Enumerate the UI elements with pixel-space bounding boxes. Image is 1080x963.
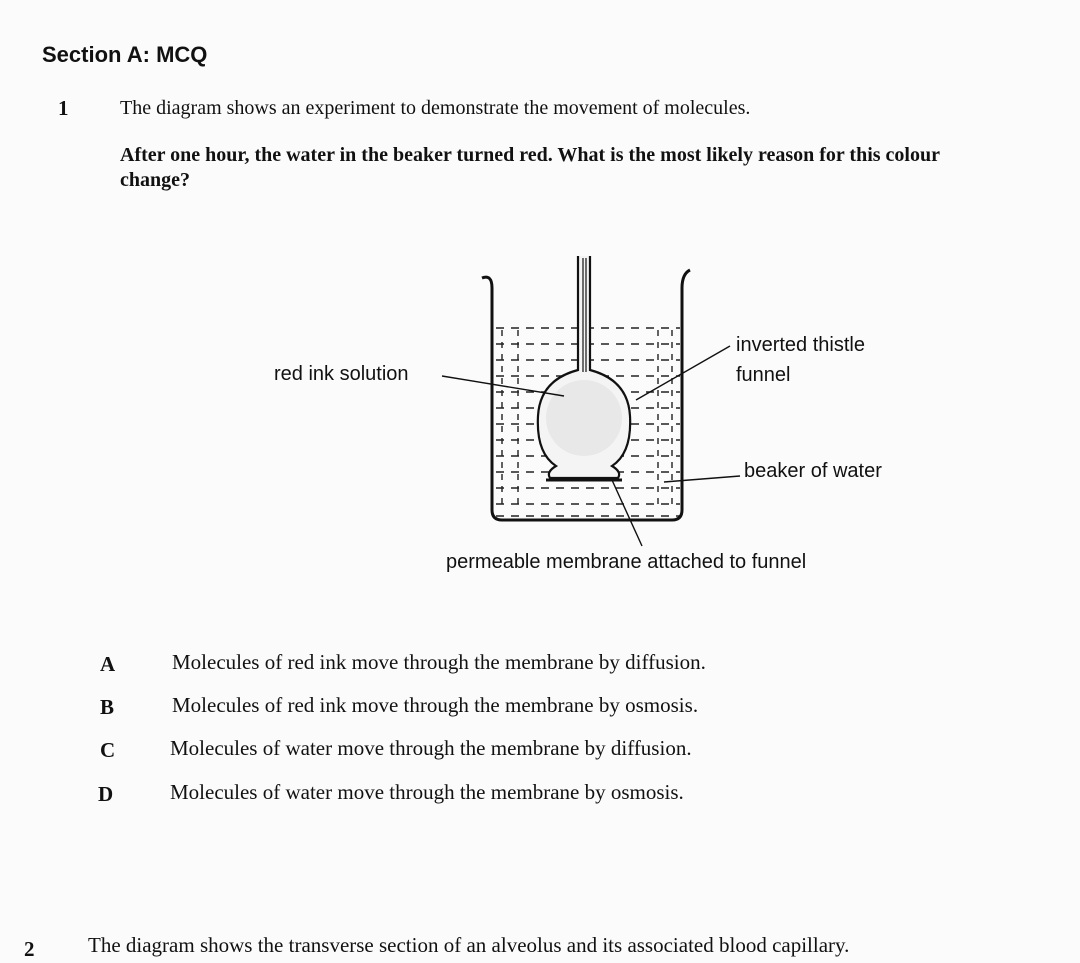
label-permeable-membrane: permeable membrane attached to funnel bbox=[446, 551, 807, 573]
pointer-membrane bbox=[612, 480, 642, 546]
label-thistle-funnel-line2: funnel bbox=[736, 364, 791, 386]
option-c-letter: C bbox=[100, 738, 116, 762]
option-b-letter: B bbox=[100, 695, 115, 719]
question-1-intro: The diagram shows an experiment to demonstrate the movement of molecules. bbox=[120, 97, 751, 119]
thistle-funnel-beaker-illustration bbox=[260, 248, 920, 588]
label-beaker-of-water: beaker of water bbox=[744, 460, 882, 482]
red-ink-fill bbox=[546, 380, 622, 456]
pointer-beaker bbox=[664, 476, 740, 482]
option-c-text: Molecules of water move through the membrane by diffusion. bbox=[170, 736, 692, 760]
question-1-prompt-line2: change? bbox=[120, 169, 190, 191]
question-1-prompt-line1: After one hour, the water in the beaker turned red. What is the most likely reason for this colour bbox=[120, 144, 940, 166]
option-d-letter: D bbox=[98, 782, 114, 806]
option-d-text: Molecules of water move through the membrane by osmosis. bbox=[170, 780, 684, 804]
option-b-text: Molecules of red ink move through the membrane by osmosis. bbox=[172, 693, 699, 717]
pointer-red-ink bbox=[442, 376, 564, 396]
section-title: Section A: MCQ bbox=[42, 42, 208, 67]
option-a-text: Molecules of red ink move through the membrane by diffusion. bbox=[172, 650, 706, 674]
option-a-letter: A bbox=[100, 652, 116, 676]
question-1-number: 1 bbox=[58, 96, 69, 120]
label-red-ink-solution: red ink solution bbox=[274, 363, 409, 385]
question-2-intro: The diagram shows the transverse section of an alveolus and its associated blood capillary. bbox=[88, 933, 850, 957]
label-thistle-funnel-line1: inverted thistle bbox=[736, 334, 865, 356]
question-2-number: 2 bbox=[24, 937, 35, 961]
experiment-diagram bbox=[260, 248, 920, 588]
